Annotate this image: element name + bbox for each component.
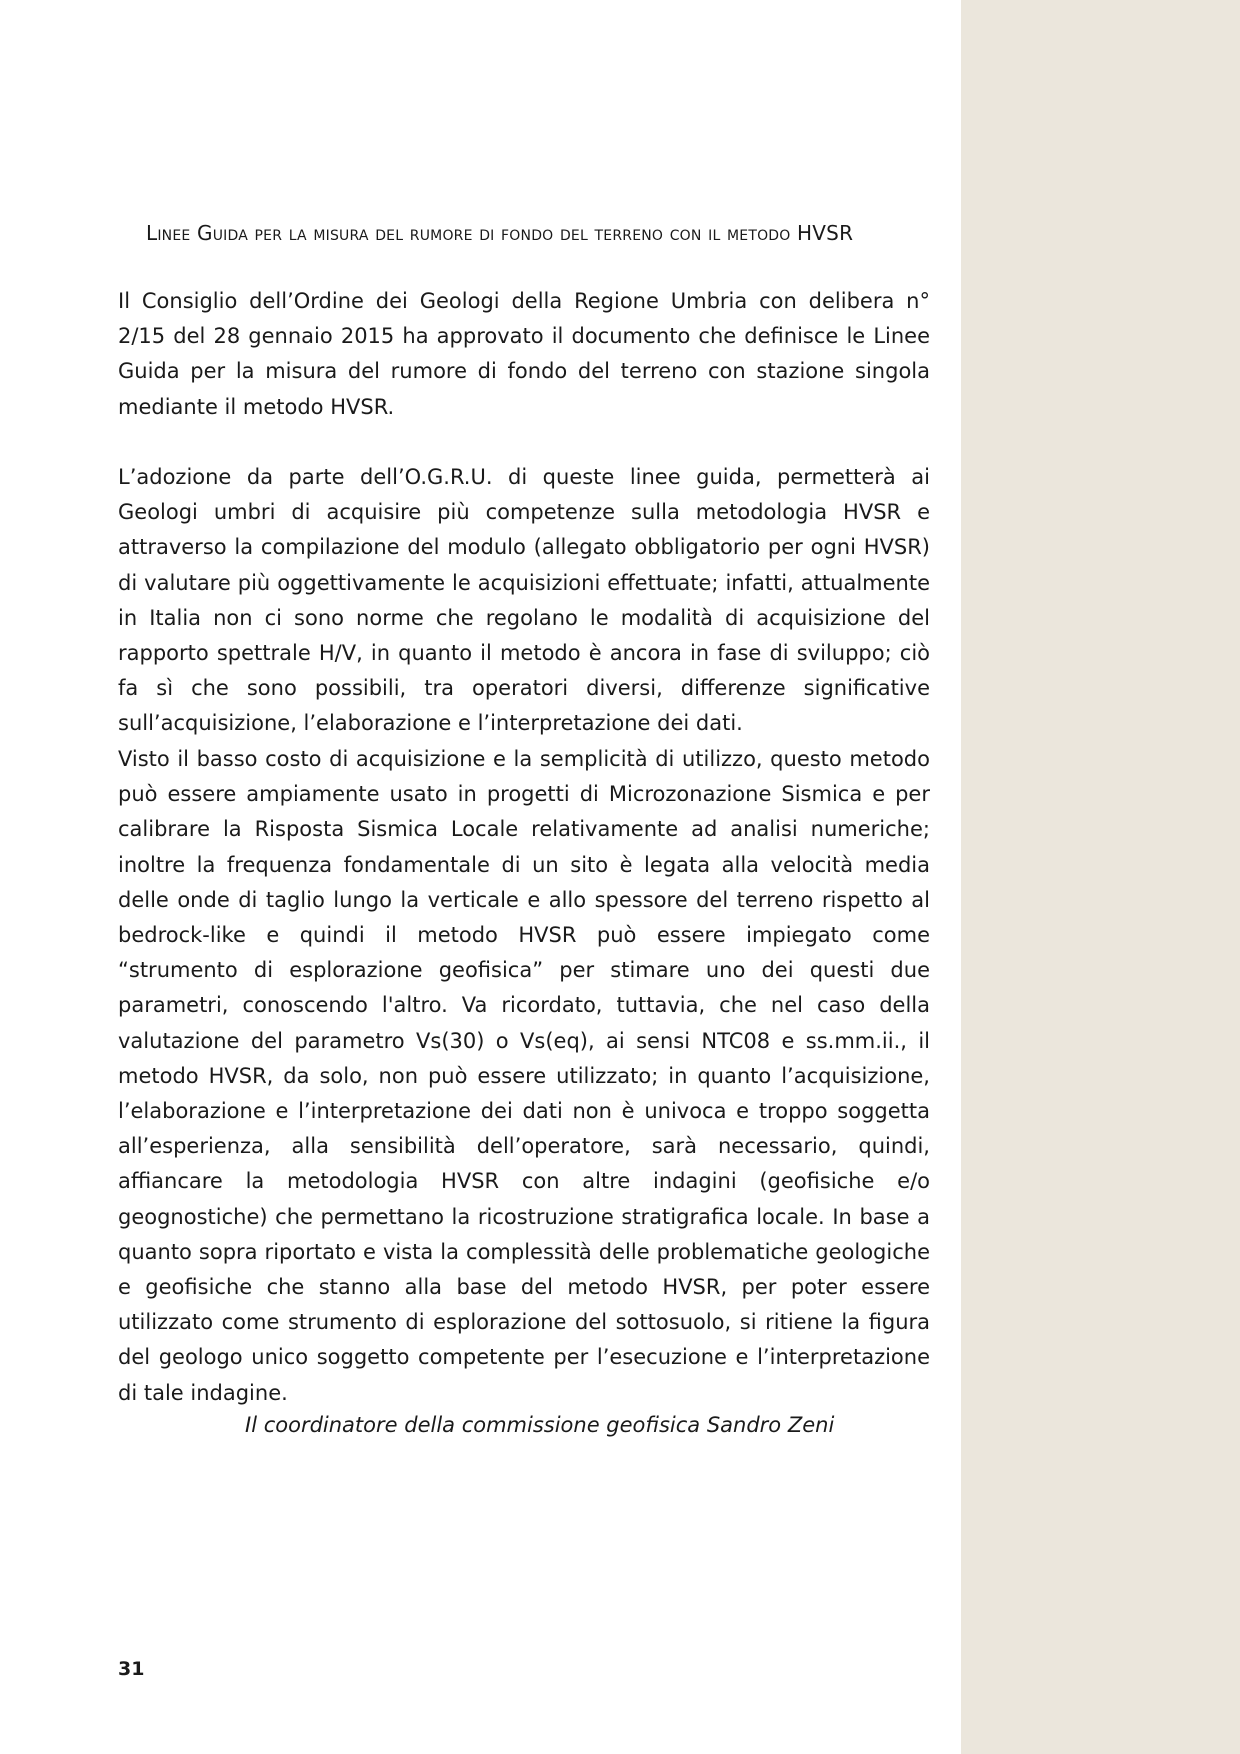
paragraph-method: Visto il basso costo di acquisizione e la semplicità di utilizzo, questo metodo può essere ampiamente usato in progetti di Microzonazione Sismica e per calibrare la Risposta Sismica Locale relativamente ad analisi numeriche; inoltre la frequenza fondamentale di un sito è legata alla velocità media delle onde di taglio lungo la verticale e allo spessore del terreno rispetto al bedrock-like e quindi il metodo HVSR può essere impiegato come “strumento di esplorazione geofisica” per stimare uno dei questi due parametri, conoscendo l'altro. Va ricordato, tuttavia, che nel caso della valutazione del parametro Vs(30) o Vs(eq), ai sensi NTC08 e ss.mm.ii., il metodo HVSR, da solo, non può essere utilizzato; in quanto l’acquisizione, l’elaborazione e l’interpretazione dei dati non è univoca e troppo soggetta all’esperienza, alla sensibilità dell’operatore, sarà necessario, quindi, affiancare la metodologia HVSR con altre indagini (geofisiche e/o geognostiche) che permettano la ricostruzione stratigrafica locale. In base a quanto sopra riportato e vista la complessità delle problematiche geologiche e geofisiche che stanno alla base del metodo HVSR, per poter essere utilizzato come strumento di esplorazione del sottosuolo, si ritiene la figura del geologo unico soggetto competente per l’esecuzione e l’interpretazione di tale indagine.	[118, 747, 930, 1405]
paragraph-adoption: L’adozione da parte dell’O.G.R.U. di queste linee guida, permetterà ai Geologi umbri di acquisire più competenze sulla metodologia HVSR e attraverso la compilazione del modulo (allegato obbligatorio per ogni HVSR) di valutare più oggettivamente le acquisizioni effettuate; infatti, attualmente in Italia non ci sono norme che regolano le modalità di acquisizione del rapporto spettrale H/V, in quanto il metodo è ancora in fase di sviluppo; ciò fa sì che sono possibili, tra operatori diversi, differenze significative sull’acquisizione, l’elaborazione e l’interpretazione dei dati.	[118, 465, 930, 736]
side-band	[961, 0, 1240, 1754]
paragraph-intro: Il Consiglio dell’Ordine dei Geologi della Regione Umbria con delibera n° 2/15 del 28 gennaio 2015 ha approvato il documento che definisce le Linee Guida per la misura del rumore di fondo del terreno con stazione singola mediante il metodo HVSR.	[118, 289, 930, 419]
signature: Il coordinatore della commissione geofisica Sandro Zeni	[245, 1413, 835, 1437]
document-title: Linee Guida per la misura del rumore di fondo del terreno con il metodo HVSR	[146, 221, 854, 245]
page-number: 31	[118, 1658, 145, 1680]
